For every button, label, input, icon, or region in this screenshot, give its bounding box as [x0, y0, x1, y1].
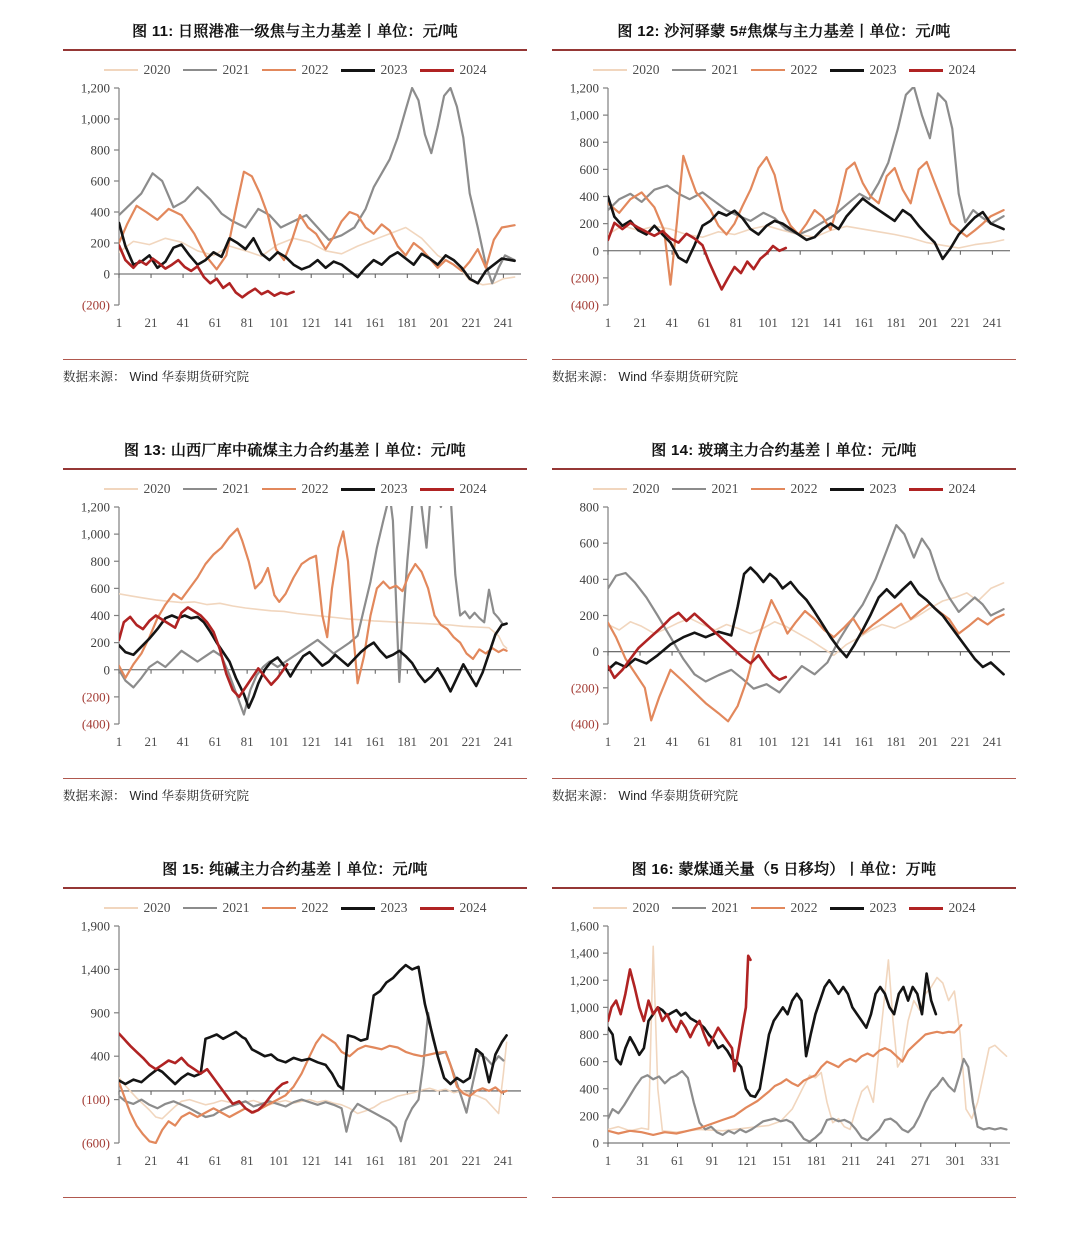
legend-item-2020: [104, 481, 171, 497]
legend-label: 2023: [380, 900, 408, 915]
legend-item-2023: [341, 481, 408, 497]
x-tick-label: 161: [854, 315, 875, 330]
legend-label: 2024: [948, 900, 976, 915]
legend-label: 2024: [459, 900, 487, 915]
y-tick-label: (400): [81, 716, 110, 732]
x-axis: [605, 652, 1010, 749]
y-tick-label: (200): [570, 680, 599, 696]
legend-label: 2024: [459, 62, 487, 77]
data-source: [63, 367, 527, 385]
legend-label: 2022: [301, 62, 329, 77]
x-tick-label: 181: [397, 1153, 418, 1168]
x-tick-label: 101: [269, 1153, 289, 1168]
x-tick-label: 21: [633, 315, 647, 330]
y-tick-label: 1,000: [569, 107, 599, 123]
x-tick-label: 101: [269, 315, 289, 330]
y-tick-label: 0: [592, 644, 599, 660]
chart-legend: [63, 480, 527, 498]
y-tick-label: 1,000: [80, 111, 110, 127]
legend-swatch-2022: [751, 907, 785, 909]
y-axis: [81, 500, 119, 732]
legend-item-2022: [751, 481, 818, 497]
x-tick-label: 1: [115, 315, 123, 330]
legend-label: 2020: [143, 481, 171, 496]
chart-panel: [63, 20, 527, 385]
legend-item-2022: [751, 62, 818, 78]
x-axis: [605, 251, 1010, 330]
y-tick-label: 400: [579, 1081, 599, 1097]
legend-item-2023: [341, 62, 408, 78]
legend-item-2020: [593, 62, 660, 78]
chart-title: 图 13: 山西厂库中硫煤主力合约基差丨单位：元/吨: [63, 439, 527, 470]
x-tick-label: 221: [950, 734, 971, 749]
x-tick-label: 301: [945, 1153, 966, 1168]
legend-swatch-2022: [262, 69, 296, 71]
legend-label: 2020: [143, 900, 171, 915]
y-axis: [81, 81, 119, 313]
source-separator-line: [552, 359, 1016, 360]
y-tick-label: (200): [81, 297, 110, 313]
y-tick-label: 600: [579, 1054, 599, 1070]
legend-item-2022: [751, 900, 818, 916]
legend-label: 2021: [222, 900, 250, 915]
y-tick-label: 200: [579, 1108, 599, 1124]
legend-item-2022: [262, 62, 329, 78]
legend-swatch-2024: [909, 69, 943, 72]
y-tick-label: 600: [90, 580, 110, 596]
y-tick-label: 0: [592, 1135, 599, 1151]
chart-plot: [552, 919, 1016, 1181]
legend-swatch-2023: [341, 488, 375, 491]
legend-swatch-2024: [420, 907, 454, 910]
legend-label: 2021: [222, 62, 250, 77]
data-source-value: Wind 华泰期货研究院: [618, 789, 738, 803]
y-tick-label: 900: [90, 1005, 110, 1021]
chart-panel: [552, 439, 1016, 804]
x-tick-label: 221: [461, 1153, 482, 1168]
legend-swatch-2021: [672, 907, 706, 909]
x-tick-label: 21: [633, 734, 647, 749]
legend-item-2021: [183, 481, 250, 497]
chart-title: 图 15: 纯碱主力合约基差丨单位：元/吨: [63, 858, 527, 889]
chart-plot: [63, 81, 527, 343]
legend-swatch-2020: [104, 907, 138, 909]
y-tick-label: 200: [90, 635, 110, 651]
x-tick-label: 21: [144, 734, 158, 749]
legend-item-2021: [672, 481, 739, 497]
x-tick-label: 211: [841, 1153, 861, 1168]
legend-item-2020: [104, 900, 171, 916]
y-tick-label: (600): [81, 1135, 110, 1151]
legend-swatch-2024: [909, 907, 943, 910]
x-tick-label: 241: [493, 1153, 514, 1168]
data-source: [552, 367, 1016, 385]
legend-label: 2021: [711, 900, 739, 915]
y-tick-label: 200: [579, 216, 599, 232]
legend-item-2021: [183, 62, 250, 78]
x-tick-label: 61: [208, 1153, 222, 1168]
legend-item-2022: [262, 900, 329, 916]
legend-item-2020: [104, 62, 171, 78]
x-tick-label: 241: [876, 1153, 896, 1168]
legend-swatch-2022: [262, 907, 296, 909]
y-tick-label: 1,000: [80, 526, 110, 542]
x-tick-label: 161: [365, 1153, 386, 1168]
y-tick-label: 1,400: [569, 945, 599, 961]
x-tick-label: 181: [397, 315, 418, 330]
data-source-label: 数据来源：: [552, 370, 615, 384]
x-tick-label: 41: [665, 734, 679, 749]
y-tick-label: 1,200: [569, 972, 599, 988]
x-tick-label: 61: [697, 315, 711, 330]
x-tick-label: 121: [737, 1153, 757, 1168]
x-tick-label: 21: [144, 1153, 158, 1168]
x-tick-label: 141: [333, 315, 353, 330]
legend-item-2022: [262, 481, 329, 497]
legend-item-2023: [341, 900, 408, 916]
series-line-2021: [119, 500, 507, 715]
series-line-2021: [608, 87, 1004, 235]
y-tick-label: 0: [592, 243, 599, 259]
y-tick-label: 800: [579, 134, 599, 150]
legend-swatch-2023: [830, 69, 864, 72]
legend-label: 2023: [869, 481, 897, 496]
x-tick-label: 1: [604, 315, 612, 330]
y-tick-label: 800: [579, 500, 599, 515]
legend-label: 2022: [301, 900, 329, 915]
legend-item-2021: [183, 900, 250, 916]
source-separator-line: [552, 1197, 1016, 1198]
chart-plot: [63, 500, 527, 762]
y-tick-label: 1,600: [569, 919, 599, 934]
legend-swatch-2021: [183, 69, 217, 71]
y-tick-label: 400: [90, 204, 110, 220]
series-line-2021: [119, 88, 515, 283]
x-tick-label: 141: [822, 315, 842, 330]
x-tick-label: 101: [758, 315, 778, 330]
x-tick-label: 241: [982, 734, 1003, 749]
x-tick-label: 41: [176, 1153, 190, 1168]
x-tick-label: 221: [461, 734, 482, 749]
y-tick-label: 800: [90, 553, 110, 569]
legend-item-2020: [593, 900, 660, 916]
x-tick-label: 1: [604, 1153, 612, 1168]
y-tick-label: 800: [90, 142, 110, 158]
legend-item-2024: [909, 481, 976, 497]
y-tick-label: 200: [90, 235, 110, 251]
x-tick-label: 331: [980, 1153, 1001, 1168]
y-tick-label: 1,200: [569, 81, 599, 96]
x-tick-label: 271: [911, 1153, 931, 1168]
x-tick-label: 201: [429, 1153, 450, 1168]
x-tick-label: 201: [918, 734, 939, 749]
legend-label: 2021: [222, 481, 250, 496]
legend-swatch-2021: [672, 488, 706, 490]
series-line-2020: [608, 946, 1007, 1132]
y-axis: [570, 81, 608, 313]
legend-swatch-2022: [751, 69, 785, 71]
y-tick-label: 0: [103, 266, 110, 282]
y-axis: [81, 919, 119, 1151]
legend-label: 2024: [948, 62, 976, 77]
chart-title: 图 16: 蒙煤通关量（5 日移均）丨单位：万吨: [552, 858, 1016, 889]
series-line-2023: [119, 965, 507, 1089]
y-tick-label: (200): [81, 689, 110, 705]
y-tick-label: 400: [90, 608, 110, 623]
x-tick-label: 181: [806, 1153, 827, 1168]
chart-panel: [63, 858, 527, 1198]
legend-label: 2020: [632, 481, 660, 496]
y-tick-label: 0: [103, 662, 110, 678]
chart-title: 图 11: 日照港准一级焦与主力基差丨单位：元/吨: [63, 20, 527, 51]
y-tick-label: 1,900: [80, 919, 110, 934]
x-tick-label: 241: [493, 734, 514, 749]
legend-swatch-2023: [830, 907, 864, 910]
x-tick-label: 141: [333, 1153, 353, 1168]
chart-legend: [63, 899, 527, 917]
x-tick-label: 221: [950, 315, 971, 330]
x-tick-label: 221: [461, 315, 482, 330]
legend-swatch-2021: [183, 907, 217, 909]
chart-plot: [552, 500, 1016, 762]
x-tick-label: 101: [269, 734, 289, 749]
x-tick-label: 241: [493, 315, 514, 330]
y-tick-label: 200: [579, 608, 599, 623]
x-tick-label: 41: [176, 734, 190, 749]
y-tick-label: 1,200: [80, 500, 110, 515]
legend-swatch-2023: [341, 69, 375, 72]
x-tick-label: 81: [729, 315, 743, 330]
series-line-2022: [119, 1035, 507, 1144]
data-source-value: Wind 华泰期货研究院: [129, 789, 249, 803]
legend-item-2021: [672, 900, 739, 916]
x-tick-label: 81: [729, 734, 743, 749]
chart-grid: [63, 20, 1016, 1198]
series-line-2022: [119, 529, 507, 684]
x-tick-label: 241: [982, 315, 1003, 330]
legend-swatch-2024: [909, 488, 943, 491]
legend-swatch-2020: [104, 69, 138, 71]
x-tick-label: 81: [240, 315, 254, 330]
x-tick-label: 21: [144, 315, 158, 330]
chart-plot: [63, 919, 527, 1181]
x-tick-label: 41: [665, 315, 679, 330]
source-separator-line: [63, 778, 527, 779]
y-tick-label: (200): [570, 270, 599, 286]
series-line-2022: [119, 172, 515, 271]
legend-item-2021: [672, 62, 739, 78]
x-tick-label: 151: [772, 1153, 792, 1168]
x-tick-label: 61: [697, 734, 711, 749]
x-tick-label: 1: [115, 734, 123, 749]
legend-swatch-2024: [420, 488, 454, 491]
legend-swatch-2023: [830, 488, 864, 491]
x-tick-label: 121: [301, 315, 321, 330]
chart-legend: [552, 61, 1016, 79]
legend-label: 2024: [948, 481, 976, 496]
x-tick-label: 181: [397, 734, 418, 749]
x-tick-label: 121: [301, 734, 321, 749]
chart-title: 图 14: 玻璃主力合约基差丨单位：元/吨: [552, 439, 1016, 470]
chart-panel: [552, 858, 1016, 1198]
series-line-2022: [608, 156, 1004, 285]
x-tick-label: 81: [240, 734, 254, 749]
legend-swatch-2020: [593, 907, 627, 909]
x-tick-label: 101: [758, 734, 778, 749]
legend-label: 2022: [301, 481, 329, 496]
legend-swatch-2020: [593, 488, 627, 490]
y-axis: [570, 919, 608, 1151]
x-tick-label: 201: [429, 315, 450, 330]
chart-title: 图 12: 沙河驿蒙 5#焦煤与主力基差丨单位：元/吨: [552, 20, 1016, 51]
legend-label: 2023: [380, 62, 408, 77]
legend-label: 2020: [143, 62, 171, 77]
y-tick-label: 1,000: [569, 999, 599, 1015]
legend-label: 2022: [790, 62, 818, 77]
legend-item-2023: [830, 900, 897, 916]
x-tick-label: 121: [301, 1153, 321, 1168]
legend-item-2020: [593, 481, 660, 497]
legend-swatch-2021: [183, 488, 217, 490]
x-axis: [116, 274, 521, 330]
x-tick-label: 41: [176, 315, 190, 330]
legend-label: 2023: [380, 481, 408, 496]
source-separator-line: [552, 778, 1016, 779]
legend-item-2024: [909, 900, 976, 916]
legend-label: 2020: [632, 900, 660, 915]
x-tick-label: 161: [365, 734, 386, 749]
legend-swatch-2020: [104, 488, 138, 490]
legend-item-2024: [420, 900, 487, 916]
x-tick-label: 141: [333, 734, 353, 749]
legend-swatch-2021: [672, 69, 706, 71]
source-separator-line: [63, 1197, 527, 1198]
legend-swatch-2024: [420, 69, 454, 72]
legend-swatch-2023: [341, 907, 375, 910]
x-tick-label: 61: [208, 315, 222, 330]
legend-swatch-2022: [751, 488, 785, 490]
chart-panel: [552, 20, 1016, 385]
chart-panel: [63, 439, 527, 804]
y-tick-label: (100): [81, 1092, 110, 1108]
x-tick-label: 201: [918, 315, 939, 330]
data-source-value: Wind 华泰期货研究院: [618, 370, 738, 384]
chart-legend: [63, 61, 527, 79]
x-tick-label: 91: [705, 1153, 719, 1168]
legend-item-2023: [830, 62, 897, 78]
data-source: [552, 786, 1016, 804]
legend-item-2023: [830, 481, 897, 497]
data-source-label: 数据来源：: [552, 789, 615, 803]
legend-label: 2021: [711, 481, 739, 496]
x-tick-label: 181: [886, 734, 907, 749]
x-tick-label: 1: [604, 734, 612, 749]
x-tick-label: 81: [240, 1153, 254, 1168]
y-tick-label: 800: [579, 1027, 599, 1042]
y-tick-label: 400: [579, 189, 599, 204]
legend-label: 2023: [869, 62, 897, 77]
y-tick-label: (400): [570, 297, 599, 313]
x-tick-label: 141: [822, 734, 842, 749]
data-source-label: 数据来源：: [63, 370, 126, 384]
legend-item-2024: [909, 62, 976, 78]
data-source: [63, 786, 527, 804]
x-tick-label: 31: [636, 1153, 650, 1168]
legend-label: 2021: [711, 62, 739, 77]
x-tick-label: 61: [671, 1153, 685, 1168]
legend-swatch-2022: [262, 488, 296, 490]
legend-label: 2022: [790, 900, 818, 915]
y-tick-label: 400: [579, 571, 599, 587]
y-tick-label: (400): [570, 716, 599, 732]
x-axis: [605, 1143, 1010, 1168]
x-axis: [116, 670, 521, 749]
legend-item-2024: [420, 62, 487, 78]
x-tick-label: 121: [790, 315, 810, 330]
legend-label: 2020: [632, 62, 660, 77]
legend-label: 2024: [459, 481, 487, 496]
y-axis: [571, 500, 608, 732]
series-line-2021: [608, 525, 1004, 692]
chart-legend: [552, 480, 1016, 498]
y-tick-label: 400: [90, 1048, 110, 1064]
legend-swatch-2020: [593, 69, 627, 71]
x-tick-label: 121: [790, 734, 810, 749]
y-tick-label: 1,400: [80, 961, 110, 977]
y-tick-label: 1,200: [80, 81, 110, 96]
y-tick-label: 600: [579, 535, 599, 551]
data-source-label: 数据来源：: [63, 789, 126, 803]
x-tick-label: 1: [115, 1153, 123, 1168]
y-tick-label: 600: [90, 173, 110, 189]
chart-plot: [552, 81, 1016, 343]
x-tick-label: 181: [886, 315, 907, 330]
legend-item-2024: [420, 481, 487, 497]
x-tick-label: 161: [365, 315, 386, 330]
chart-legend: [552, 899, 1016, 917]
x-tick-label: 161: [854, 734, 875, 749]
series-line-2021: [608, 1059, 1007, 1142]
legend-label: 2022: [790, 481, 818, 496]
source-separator-line: [63, 359, 527, 360]
x-tick-label: 61: [208, 734, 222, 749]
legend-label: 2023: [869, 900, 897, 915]
data-source-value: Wind 华泰期货研究院: [129, 370, 249, 384]
x-tick-label: 201: [429, 734, 450, 749]
y-tick-label: 600: [579, 161, 599, 177]
